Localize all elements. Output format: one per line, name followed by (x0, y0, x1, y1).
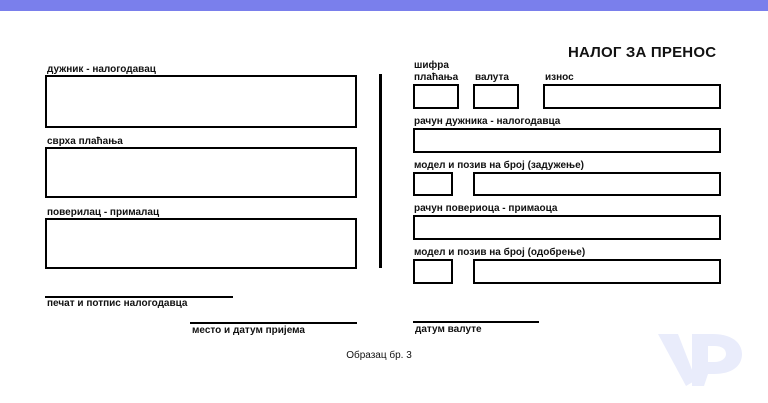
brand-logo-icon (652, 328, 748, 390)
debtor-field[interactable] (45, 75, 357, 128)
debit-model-field[interactable] (413, 172, 453, 196)
top-accent-bar (0, 0, 768, 11)
credit-model-label: модел и позив на број (одобрење) (414, 247, 586, 258)
credit-reference-field[interactable] (473, 259, 721, 284)
value-date-label: датум валуте (415, 324, 482, 335)
form-number-text: Образац бр. 3 (346, 350, 412, 361)
creditor-account-field[interactable] (413, 215, 721, 240)
currency-label: валута (475, 72, 509, 83)
currency-field[interactable] (473, 84, 519, 109)
debtor-account-label: рачун дужника - налогодавца (414, 116, 561, 127)
column-divider (379, 74, 382, 268)
amount-field[interactable] (543, 84, 721, 109)
debtor-account-field[interactable] (413, 128, 721, 153)
debit-model-label: модел и позив на број (задужење) (414, 160, 584, 171)
payment-code-label-line2: плаћања (414, 72, 459, 83)
creditor-account-label: рачун повериоца - примаоца (414, 203, 558, 214)
value-date-line[interactable] (413, 321, 539, 323)
place-date-label: место и датум пријема (192, 325, 305, 336)
creditor-label: поверилац - прималац (47, 207, 160, 218)
form-title: НАЛОГ ЗА ПРЕНОС (568, 44, 717, 61)
debit-reference-field[interactable] (473, 172, 721, 196)
purpose-label: сврха плаћања (47, 136, 123, 147)
signature-label: печат и потпис налогодавца (47, 298, 188, 309)
credit-model-field[interactable] (413, 259, 453, 284)
payment-code-label-line1: шифра (414, 60, 449, 71)
purpose-field[interactable] (45, 147, 357, 198)
payment-code-field[interactable] (413, 84, 459, 109)
creditor-field[interactable] (45, 218, 357, 269)
place-date-line[interactable] (190, 322, 357, 324)
amount-label: износ (545, 72, 574, 83)
debtor-label: дужник - налогодавац (47, 64, 156, 75)
